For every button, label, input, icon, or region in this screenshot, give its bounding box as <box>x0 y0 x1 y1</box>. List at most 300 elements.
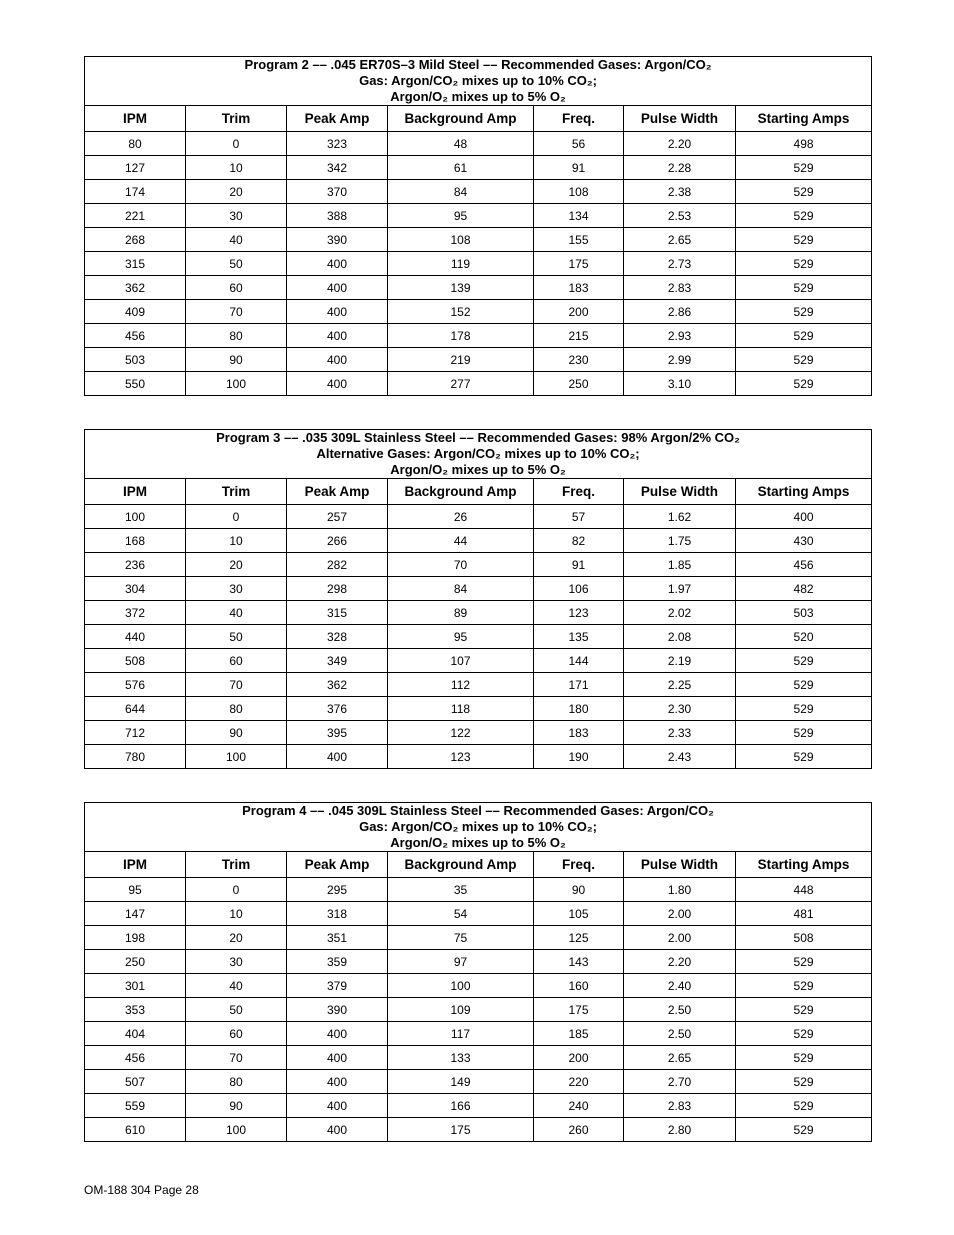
table-cell: 215 <box>534 324 624 348</box>
table-row <box>85 324 872 348</box>
table-row <box>85 625 872 649</box>
title-line-2: Gas: Argon/CO₂ mixes up to 10% CO₂; <box>359 819 597 834</box>
table-cell: 175 <box>534 998 624 1022</box>
table-cell: 70 <box>186 1046 287 1070</box>
table-cell: 456 <box>85 324 186 348</box>
table-cell: 100 <box>388 974 534 998</box>
table-cell: 507 <box>85 1070 186 1094</box>
table-cell: 180 <box>534 697 624 721</box>
table-row <box>85 1046 872 1070</box>
table-cell: 185 <box>534 1022 624 1046</box>
table-cell: 400 <box>287 1118 388 1142</box>
table-cell: 610 <box>85 1118 186 1142</box>
table-cell: 70 <box>186 673 287 697</box>
table-cell: 456 <box>85 1046 186 1070</box>
table-cell: 2.50 <box>624 998 736 1022</box>
table-cell: 529 <box>736 649 872 673</box>
table-cell: 529 <box>736 745 872 769</box>
table-cell: 481 <box>736 902 872 926</box>
table-cell: 84 <box>388 180 534 204</box>
table-cell: 349 <box>287 649 388 673</box>
table-row <box>85 348 872 372</box>
table-cell: 105 <box>534 902 624 926</box>
table-cell: 529 <box>736 974 872 998</box>
table-cell: 400 <box>287 1094 388 1118</box>
table-cell: 318 <box>287 902 388 926</box>
table-cell: 1.62 <box>624 505 736 529</box>
table-cell: 2.00 <box>624 926 736 950</box>
table-cell: 1.97 <box>624 577 736 601</box>
table-cell: 139 <box>388 276 534 300</box>
table-cell: 315 <box>85 252 186 276</box>
table-cell: 236 <box>85 553 186 577</box>
table-cell: 90 <box>186 348 287 372</box>
table-body <box>85 878 872 1142</box>
table-cell: 30 <box>186 577 287 601</box>
table-cell: 362 <box>287 673 388 697</box>
table-cell: 80 <box>186 697 287 721</box>
table-cell: 395 <box>287 721 388 745</box>
table-cell: 155 <box>534 228 624 252</box>
table-cell: 1.85 <box>624 553 736 577</box>
table-cell: 221 <box>85 204 186 228</box>
table-cell: 70 <box>186 300 287 324</box>
table-title <box>85 803 872 852</box>
table-cell: 400 <box>287 1070 388 1094</box>
table-cell: 10 <box>186 156 287 180</box>
col-trim: Trim <box>186 852 287 878</box>
table-cell: 100 <box>85 505 186 529</box>
table-row <box>85 1070 872 1094</box>
col-ipm: IPM <box>85 852 186 878</box>
table-cell: 529 <box>736 252 872 276</box>
table-cell: 529 <box>736 276 872 300</box>
col-freq: Freq. <box>534 106 624 132</box>
table-cell: 44 <box>388 529 534 553</box>
table-cell: 152 <box>388 300 534 324</box>
table-cell: 529 <box>736 1022 872 1046</box>
table-cell: 342 <box>287 156 388 180</box>
table-cell: 147 <box>85 902 186 926</box>
table-cell: 2.20 <box>624 132 736 156</box>
table-row <box>85 156 872 180</box>
table-cell: 250 <box>85 950 186 974</box>
table-cell: 61 <box>388 156 534 180</box>
table-cell: 430 <box>736 529 872 553</box>
table-cell: 2.33 <box>624 721 736 745</box>
table-cell: 559 <box>85 1094 186 1118</box>
table-cell: 780 <box>85 745 186 769</box>
table-cell: 90 <box>534 878 624 902</box>
table-cell: 404 <box>85 1022 186 1046</box>
table-cell: 144 <box>534 649 624 673</box>
table-cell: 20 <box>186 180 287 204</box>
table-cell: 240 <box>534 1094 624 1118</box>
table-cell: 400 <box>287 300 388 324</box>
table-cell: 508 <box>85 649 186 673</box>
table-row <box>85 950 872 974</box>
table-cell: 134 <box>534 204 624 228</box>
table-cell: 2.08 <box>624 625 736 649</box>
table-row <box>85 998 872 1022</box>
table-cell: 100 <box>186 745 287 769</box>
table-row <box>85 878 872 902</box>
title-line-2: Alternative Gases: Argon/CO₂ mixes up to 10% CO₂; <box>316 446 640 461</box>
table-cell: 388 <box>287 204 388 228</box>
table-cell: 26 <box>388 505 534 529</box>
title-line-1: Program 2 –– .045 ER70S–3 Mild Steel –– Recommended Gases: Argon/CO₂ <box>244 57 712 72</box>
table-cell: 2.02 <box>624 601 736 625</box>
col-freq: Freq. <box>534 852 624 878</box>
table-row <box>85 300 872 324</box>
table-cell: 40 <box>186 974 287 998</box>
col-peak-amp: Peak Amp <box>287 106 388 132</box>
table-cell: 127 <box>85 156 186 180</box>
table-cell: 260 <box>534 1118 624 1142</box>
col-peak-amp: Peak Amp <box>287 852 388 878</box>
col-starting-amps: Starting Amps <box>736 852 872 878</box>
table-cell: 400 <box>287 745 388 769</box>
table-cell: 295 <box>287 878 388 902</box>
table-cell: 84 <box>388 577 534 601</box>
table-row <box>85 1118 872 1142</box>
table-cell: 400 <box>287 348 388 372</box>
table-row <box>85 553 872 577</box>
title-line-3: Argon/O₂ mixes up to 5% O₂ <box>390 462 566 477</box>
table-cell: 40 <box>186 601 287 625</box>
table-cell: 400 <box>287 372 388 396</box>
table-cell: 529 <box>736 1046 872 1070</box>
table-cell: 108 <box>388 228 534 252</box>
table-row <box>85 1022 872 1046</box>
table-row <box>85 132 872 156</box>
table-cell: 390 <box>287 998 388 1022</box>
table-cell: 456 <box>736 553 872 577</box>
table-cell: 529 <box>736 228 872 252</box>
table-cell: 100 <box>186 372 287 396</box>
column-header-row <box>85 852 872 878</box>
table-cell: 2.50 <box>624 1022 736 1046</box>
table-cell: 60 <box>186 1022 287 1046</box>
table-cell: 54 <box>388 902 534 926</box>
col-pulse-width: Pulse Width <box>624 479 736 505</box>
table-cell: 219 <box>388 348 534 372</box>
table-cell: 409 <box>85 300 186 324</box>
table-cell: 277 <box>388 372 534 396</box>
col-peak-amp: Peak Amp <box>287 479 388 505</box>
table-cell: 529 <box>736 204 872 228</box>
table-cell: 2.40 <box>624 974 736 998</box>
table-cell: 520 <box>736 625 872 649</box>
column-header-row <box>85 106 872 132</box>
table-cell: 282 <box>287 553 388 577</box>
table-cell: 301 <box>85 974 186 998</box>
table-cell: 122 <box>388 721 534 745</box>
table-cell: 90 <box>186 1094 287 1118</box>
table-row <box>85 529 872 553</box>
table-row <box>85 673 872 697</box>
table-cell: 529 <box>736 348 872 372</box>
program-2-table <box>84 56 872 396</box>
table-cell: 2.83 <box>624 1094 736 1118</box>
table-cell: 10 <box>186 529 287 553</box>
table-cell: 400 <box>287 252 388 276</box>
table-cell: 529 <box>736 1070 872 1094</box>
table-cell: 50 <box>186 998 287 1022</box>
table-cell: 100 <box>186 1118 287 1142</box>
table-cell: 400 <box>287 276 388 300</box>
table-cell: 362 <box>85 276 186 300</box>
table-cell: 143 <box>534 950 624 974</box>
table-cell: 351 <box>287 926 388 950</box>
table-cell: 529 <box>736 372 872 396</box>
table-cell: 2.73 <box>624 252 736 276</box>
table-cell: 117 <box>388 1022 534 1046</box>
table-cell: 529 <box>736 998 872 1022</box>
table-row <box>85 204 872 228</box>
table-cell: 2.00 <box>624 902 736 926</box>
table-cell: 2.28 <box>624 156 736 180</box>
table-cell: 35 <box>388 878 534 902</box>
table-cell: 118 <box>388 697 534 721</box>
table-row <box>85 745 872 769</box>
table-cell: 503 <box>736 601 872 625</box>
table-cell: 448 <box>736 878 872 902</box>
table-cell: 328 <box>287 625 388 649</box>
col-ipm: IPM <box>85 479 186 505</box>
table-body <box>85 132 872 396</box>
table-cell: 400 <box>287 324 388 348</box>
table-row <box>85 974 872 998</box>
table-cell: 160 <box>534 974 624 998</box>
table-cell: 266 <box>287 529 388 553</box>
table-title <box>85 57 872 106</box>
table-cell: 3.10 <box>624 372 736 396</box>
table-cell: 175 <box>388 1118 534 1142</box>
table-row <box>85 252 872 276</box>
title-line-3: Argon/O₂ mixes up to 5% O₂ <box>390 89 566 104</box>
table-cell: 400 <box>287 1022 388 1046</box>
table-cell: 390 <box>287 228 388 252</box>
table-cell: 48 <box>388 132 534 156</box>
title-line-1: Program 3 –– .035 309L Stainless Steel –– Recommended Gases: 98% Argon/2% CO₂ <box>216 430 740 445</box>
table-row <box>85 697 872 721</box>
table-cell: 576 <box>85 673 186 697</box>
table-cell: 2.19 <box>624 649 736 673</box>
table-cell: 30 <box>186 950 287 974</box>
table-cell: 50 <box>186 625 287 649</box>
table-cell: 149 <box>388 1070 534 1094</box>
table-row <box>85 577 872 601</box>
table-cell: 482 <box>736 577 872 601</box>
table-cell: 372 <box>85 601 186 625</box>
table-cell: 109 <box>388 998 534 1022</box>
table-cell: 183 <box>534 721 624 745</box>
table-cell: 60 <box>186 276 287 300</box>
table-cell: 108 <box>534 180 624 204</box>
table-cell: 171 <box>534 673 624 697</box>
table-cell: 175 <box>534 252 624 276</box>
table-cell: 220 <box>534 1070 624 1094</box>
table-cell: 712 <box>85 721 186 745</box>
table-cell: 80 <box>186 1070 287 1094</box>
title-line-1: Program 4 –– .045 309L Stainless Steel –– Recommended Gases: Argon/CO₂ <box>242 803 714 818</box>
table-cell: 644 <box>85 697 186 721</box>
table-cell: 106 <box>534 577 624 601</box>
table-cell: 200 <box>534 1046 624 1070</box>
table-cell: 174 <box>85 180 186 204</box>
table-row <box>85 601 872 625</box>
table-cell: 529 <box>736 697 872 721</box>
table-cell: 2.53 <box>624 204 736 228</box>
table-cell: 2.65 <box>624 1046 736 1070</box>
table-cell: 298 <box>287 577 388 601</box>
table-cell: 10 <box>186 902 287 926</box>
table-cell: 123 <box>388 745 534 769</box>
title-line-3: Argon/O₂ mixes up to 5% O₂ <box>390 835 566 850</box>
program-4-table <box>84 802 872 1142</box>
table-cell: 0 <box>186 505 287 529</box>
table-cell: 40 <box>186 228 287 252</box>
table-cell: 304 <box>85 577 186 601</box>
table-cell: 125 <box>534 926 624 950</box>
table-cell: 82 <box>534 529 624 553</box>
table-cell: 400 <box>736 505 872 529</box>
table-cell: 0 <box>186 878 287 902</box>
table-cell: 1.75 <box>624 529 736 553</box>
table-row <box>85 926 872 950</box>
table-cell: 133 <box>388 1046 534 1070</box>
table-row <box>85 372 872 396</box>
table-cell: 97 <box>388 950 534 974</box>
table-cell: 257 <box>287 505 388 529</box>
table-cell: 190 <box>534 745 624 769</box>
table-cell: 529 <box>736 1094 872 1118</box>
table-cell: 80 <box>186 324 287 348</box>
table-cell: 80 <box>85 132 186 156</box>
table-cell: 56 <box>534 132 624 156</box>
table-row <box>85 505 872 529</box>
table-cell: 268 <box>85 228 186 252</box>
table-row <box>85 902 872 926</box>
table-cell: 107 <box>388 649 534 673</box>
table-cell: 529 <box>736 180 872 204</box>
table-cell: 119 <box>388 252 534 276</box>
table-cell: 323 <box>287 132 388 156</box>
table-cell: 379 <box>287 974 388 998</box>
table-row <box>85 721 872 745</box>
table-cell: 529 <box>736 721 872 745</box>
table-cell: 2.70 <box>624 1070 736 1094</box>
table-cell: 178 <box>388 324 534 348</box>
table-cell: 529 <box>736 673 872 697</box>
table-cell: 166 <box>388 1094 534 1118</box>
col-ipm: IPM <box>85 106 186 132</box>
table-cell: 440 <box>85 625 186 649</box>
table-cell: 230 <box>534 348 624 372</box>
table-cell: 20 <box>186 926 287 950</box>
table-title <box>85 430 872 479</box>
table-cell: 2.43 <box>624 745 736 769</box>
col-trim: Trim <box>186 106 287 132</box>
column-header-row <box>85 479 872 505</box>
table-cell: 529 <box>736 324 872 348</box>
table-cell: 123 <box>534 601 624 625</box>
table-cell: 91 <box>534 156 624 180</box>
table-cell: 112 <box>388 673 534 697</box>
table-cell: 200 <box>534 300 624 324</box>
table-cell: 315 <box>287 601 388 625</box>
table-cell: 2.25 <box>624 673 736 697</box>
col-pulse-width: Pulse Width <box>624 852 736 878</box>
table-cell: 508 <box>736 926 872 950</box>
page-footer: OM-188 304 Page 28 <box>84 1183 199 1197</box>
table-cell: 89 <box>388 601 534 625</box>
table-cell: 376 <box>287 697 388 721</box>
col-background-amp: Background Amp <box>388 479 534 505</box>
table-row <box>85 649 872 673</box>
table-cell: 2.38 <box>624 180 736 204</box>
table-cell: 2.86 <box>624 300 736 324</box>
table-cell: 550 <box>85 372 186 396</box>
table-cell: 529 <box>736 1118 872 1142</box>
col-freq: Freq. <box>534 479 624 505</box>
table-cell: 90 <box>186 721 287 745</box>
table-cell: 50 <box>186 252 287 276</box>
table-cell: 183 <box>534 276 624 300</box>
table-cell: 529 <box>736 300 872 324</box>
table-cell: 57 <box>534 505 624 529</box>
table-cell: 2.30 <box>624 697 736 721</box>
table-row <box>85 1094 872 1118</box>
table-cell: 30 <box>186 204 287 228</box>
table-cell: 1.80 <box>624 878 736 902</box>
table-cell: 168 <box>85 529 186 553</box>
table-cell: 353 <box>85 998 186 1022</box>
col-trim: Trim <box>186 479 287 505</box>
table-cell: 95 <box>388 625 534 649</box>
table-cell: 91 <box>534 553 624 577</box>
table-cell: 2.80 <box>624 1118 736 1142</box>
table-cell: 503 <box>85 348 186 372</box>
table-cell: 135 <box>534 625 624 649</box>
table-cell: 359 <box>287 950 388 974</box>
table-row <box>85 228 872 252</box>
table-cell: 2.20 <box>624 950 736 974</box>
program-3-table <box>84 429 872 769</box>
table-cell: 95 <box>85 878 186 902</box>
table-cell: 529 <box>736 950 872 974</box>
table-cell: 2.93 <box>624 324 736 348</box>
table-cell: 0 <box>186 132 287 156</box>
table-cell: 2.99 <box>624 348 736 372</box>
table-cell: 2.83 <box>624 276 736 300</box>
col-starting-amps: Starting Amps <box>736 479 872 505</box>
col-background-amp: Background Amp <box>388 106 534 132</box>
col-starting-amps: Starting Amps <box>736 106 872 132</box>
table-cell: 60 <box>186 649 287 673</box>
col-pulse-width: Pulse Width <box>624 106 736 132</box>
table-cell: 70 <box>388 553 534 577</box>
table-row <box>85 276 872 300</box>
table-body <box>85 505 872 769</box>
table-cell: 529 <box>736 156 872 180</box>
table-cell: 2.65 <box>624 228 736 252</box>
table-cell: 75 <box>388 926 534 950</box>
table-cell: 20 <box>186 553 287 577</box>
table-cell: 400 <box>287 1046 388 1070</box>
table-cell: 370 <box>287 180 388 204</box>
